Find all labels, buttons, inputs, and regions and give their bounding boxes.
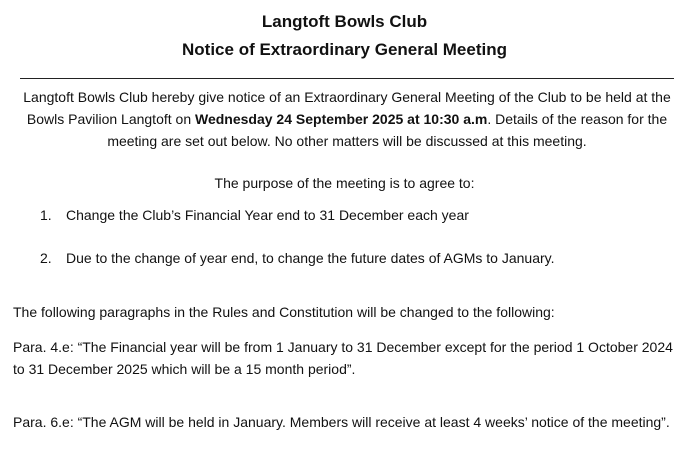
- title-divider: [20, 78, 674, 79]
- changes-intro: The following paragraphs in the Rules and Constitution will be changed to the following:: [13, 304, 555, 320]
- para-4e-text: Para. 4.e: “The Financial year will be from 1 January to 31 December except for the period 1 October 2024 to 31 December 2025 which will be a 15 month period”.: [13, 339, 673, 377]
- list-item-text: Due to the change of year end, to change the future dates of AGMs to January.: [66, 250, 555, 266]
- para-6e-text: Para. 6.e: “The AGM will be held in January. Members will receive at least 4 weeks’ notice of the meeting”.: [13, 414, 670, 430]
- list-item-text: Change the Club’s Financial Year end to 31 December each year: [66, 207, 469, 223]
- club-name-title: Langtoft Bowls Club: [261, 12, 428, 31]
- purpose-list-item: [40, 247, 680, 269]
- purpose-heading: The purpose of the meeting is to agree to:: [214, 175, 475, 191]
- list-item-number: 2.: [40, 250, 52, 266]
- notice-title: Notice of Extraordinary General Meeting: [182, 40, 507, 59]
- list-item-number: 1.: [40, 207, 52, 223]
- intro-paragraph: [6, 86, 688, 152]
- purpose-list-item: [40, 204, 680, 226]
- intro-text-after: . Details of the reason for the meeting are set out below. No other matters will be discussed at this meeting.: [107, 111, 668, 149]
- meeting-date: Wednesday 24 September 2025 at 10:30 a.m: [195, 111, 488, 127]
- intro-text-before: Langtoft Bowls Club hereby give notice of an Extraordinary General Meeting of the Club to be held at the Bowls Pavilion Langtoft on: [23, 89, 671, 127]
